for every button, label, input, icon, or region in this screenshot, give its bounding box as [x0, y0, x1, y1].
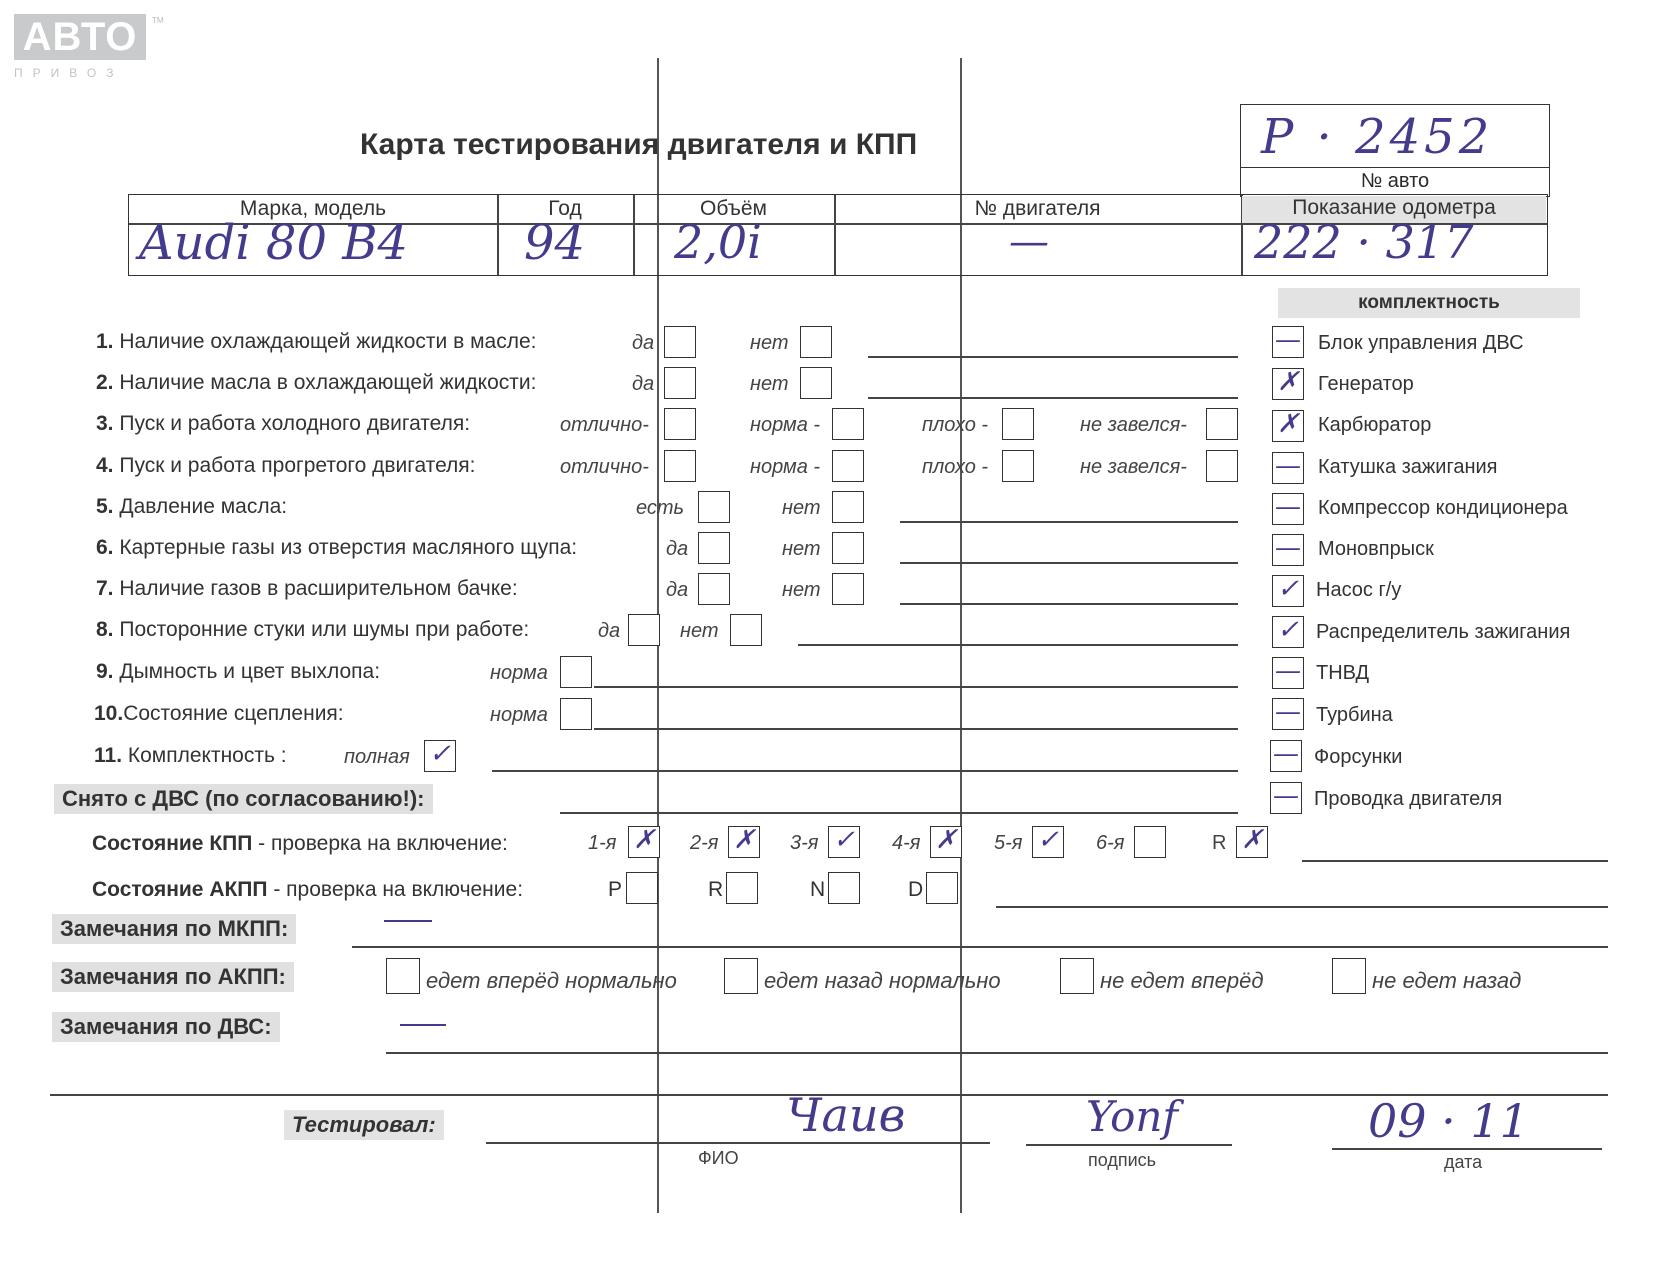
- logo-sub-text: ПРИВОЗ: [14, 66, 124, 80]
- q4-opt-normal-label: норма -: [750, 456, 821, 478]
- q7-comment-line: [900, 603, 1238, 605]
- engine-number-value: —: [1009, 219, 1049, 265]
- gear-4-checkbox[interactable]: ✗: [930, 826, 962, 858]
- q3-opt-nostart-label: не завелся-: [1080, 414, 1187, 436]
- component-turbine-label: Турбина: [1316, 704, 1393, 726]
- akpp-n-label: N: [810, 878, 826, 901]
- q1-comment-line: [868, 356, 1238, 358]
- akpp-no-backward-checkbox[interactable]: [1332, 958, 1366, 994]
- akpp-backward-ok-checkbox[interactable]: [724, 958, 758, 994]
- q3-excellent-checkbox[interactable]: [664, 408, 696, 440]
- header-table: [128, 194, 1548, 276]
- component-monoinjection-checkbox[interactable]: —: [1272, 534, 1304, 566]
- question-8: 8. Посторонние стуки или шумы при работе:: [96, 618, 530, 641]
- auto-number-label: № авто: [1360, 170, 1430, 192]
- q2-no-checkbox[interactable]: [800, 367, 832, 399]
- q7-opt-yes-label: да: [666, 579, 689, 601]
- akpp-no-forward-label: не едет вперёд: [1100, 968, 1264, 993]
- gear-6-label: 6-я: [1096, 832, 1125, 854]
- component-carburetor-label: Карбюратор: [1318, 414, 1432, 436]
- gear-2-checkbox[interactable]: ✗: [728, 826, 760, 858]
- gear-5-checkbox[interactable]: ✓: [1032, 826, 1064, 858]
- completeness-title-cell: [1278, 288, 1580, 318]
- component-ac-compressor-label: Компрессор кондиционера: [1318, 497, 1568, 519]
- q4-opt-nostart-label: не завелся-: [1080, 456, 1187, 478]
- q11-opt-full-label: полная: [344, 746, 410, 768]
- question-4: 4. Пуск и работа прогретого двигателя:: [96, 454, 476, 477]
- q7-opt-no-label: нет: [782, 579, 821, 601]
- component-distributor-label: Распределитель зажигания: [1316, 621, 1571, 643]
- question-5: 5. Давление масла:: [96, 495, 288, 518]
- odometer-value: 222 · 317: [1254, 215, 1474, 269]
- q8-comment-line: [798, 644, 1238, 646]
- volume-value: 2,0i: [674, 215, 762, 269]
- odometer-label: Показание одометра: [1242, 196, 1546, 223]
- akpp-backward-ok-label: едет назад нормально: [764, 968, 1001, 993]
- q4-opt-bad-label: плохо -: [922, 456, 989, 478]
- q6-opt-no-label: нет: [782, 538, 821, 560]
- q5-no-checkbox[interactable]: [832, 491, 864, 523]
- component-injection-pump-label: ТНВД: [1316, 662, 1370, 684]
- fio-line: [486, 1142, 990, 1144]
- q9-opt-normal-label: норма: [490, 662, 548, 684]
- akpp-p-label: P: [608, 878, 623, 901]
- fio-caption: ФИО: [698, 1148, 739, 1168]
- kpp-label: Состояние КПП - проверка на включение:: [92, 832, 508, 855]
- engine-dash-mark: [400, 1024, 446, 1026]
- akpp-n-checkbox[interactable]: [828, 872, 860, 904]
- component-generator-checkbox[interactable]: ✗: [1272, 368, 1304, 400]
- akpp-forward-ok-checkbox[interactable]: [386, 958, 420, 994]
- q2-yes-checkbox[interactable]: [664, 367, 696, 399]
- akpp-no-forward-checkbox[interactable]: [1060, 958, 1094, 994]
- q6-comment-line: [900, 562, 1238, 564]
- akpp-remarks-label: Замечания по АКПП:: [52, 962, 294, 992]
- q1-opt-yes-label: да: [632, 332, 655, 354]
- engine-remarks-line: [386, 1052, 1608, 1054]
- q6-yes-checkbox[interactable]: [698, 532, 730, 564]
- component-injectors-checkbox[interactable]: —: [1270, 740, 1302, 772]
- gear-r-checkbox[interactable]: ✗: [1236, 826, 1268, 858]
- removed-comment-line: [560, 812, 1238, 814]
- q3-bad-checkbox[interactable]: [1002, 408, 1034, 440]
- question-3: 3. Пуск и работа холодного двигателя:: [96, 412, 471, 435]
- component-ignition-coil-label: Катушка зажигания: [1318, 456, 1498, 478]
- removed-from-engine-label: Снято с ДВС (по согласованию!):: [54, 784, 433, 814]
- component-ac-compressor-checkbox[interactable]: —: [1272, 493, 1304, 525]
- model-value: Audi 80 B4: [139, 215, 409, 271]
- q6-no-checkbox[interactable]: [832, 532, 864, 564]
- engine-number-label: № двигателя: [974, 197, 1101, 220]
- q11-check-mark: ✓: [429, 739, 451, 769]
- q1-opt-no-label: нет: [750, 332, 789, 354]
- gear-1-checkbox[interactable]: ✗: [628, 826, 660, 858]
- question-6: 6. Картерные газы из отверстия масляного щупа:: [96, 536, 578, 559]
- question-10: 10.Состояние сцепления:: [94, 702, 344, 725]
- component-generator-label: Генератор: [1318, 373, 1414, 395]
- q10-normal-checkbox[interactable]: [560, 698, 592, 730]
- component-power-steering-pump-checkbox[interactable]: ✓: [1272, 575, 1304, 607]
- question-9: 9. Дымность и цвет выхлопа:: [96, 660, 381, 683]
- year-label: Год: [548, 197, 582, 220]
- auto-number-box: [1240, 104, 1550, 168]
- akpp-forward-ok-label: едет вперёд нормально: [426, 968, 677, 993]
- q1-no-checkbox[interactable]: [800, 326, 832, 358]
- q11-full-checkbox[interactable]: [424, 740, 456, 772]
- q4-opt-excellent-label: отлично-: [560, 456, 649, 478]
- q11-comment-line: [492, 770, 1238, 772]
- q3-opt-excellent-label: отлично-: [560, 414, 649, 436]
- gear-5-label: 5-я: [994, 832, 1023, 854]
- gear-1-label: 1-я: [588, 832, 617, 854]
- q7-no-checkbox[interactable]: [832, 573, 864, 605]
- question-1: 1. Наличие охлаждающей жидкости в масле:: [96, 330, 537, 353]
- q4-bad-checkbox[interactable]: [1002, 450, 1034, 482]
- akpp-no-backward-label: не едет назад: [1372, 968, 1522, 993]
- date-line: [1332, 1148, 1602, 1150]
- akpp-p-checkbox[interactable]: [626, 872, 658, 904]
- gear-4-label: 4-я: [892, 832, 921, 854]
- akpp-d-checkbox[interactable]: [926, 872, 958, 904]
- mkpp-remarks-label: Замечания по МКПП:: [52, 914, 296, 944]
- completeness-title: комплектность: [1358, 292, 1500, 313]
- component-turbine-checkbox[interactable]: —: [1272, 698, 1304, 730]
- q5-opt-yes-label: есть: [636, 497, 685, 519]
- component-carburetor-checkbox[interactable]: ✗: [1272, 410, 1304, 442]
- akpp-r-label: R: [708, 878, 724, 901]
- q9-comment-line: [594, 686, 1238, 688]
- q4-nostart-checkbox[interactable]: [1206, 450, 1238, 482]
- mkpp-remarks-line: [352, 946, 1608, 948]
- q8-no-checkbox[interactable]: [730, 614, 762, 646]
- question-11: 11. Комплектность :: [94, 744, 287, 767]
- q2-opt-yes-label: да: [632, 373, 655, 395]
- logo-trademark: TM: [152, 16, 164, 25]
- model-label: Марка, модель: [239, 197, 387, 220]
- fio-value: Чаив: [786, 1088, 906, 1142]
- component-monoinjection-label: Моновпрыск: [1318, 538, 1434, 560]
- q6-opt-yes-label: да: [666, 538, 689, 560]
- year-value: 94: [524, 215, 586, 271]
- q3-opt-bad-label: плохо -: [922, 414, 989, 436]
- q3-nostart-checkbox[interactable]: [1206, 408, 1238, 440]
- avtoprivoz-logo: [14, 14, 164, 80]
- q3-normal-checkbox[interactable]: [832, 408, 864, 440]
- signature-value: Yonf: [1086, 1092, 1178, 1141]
- engine-remarks-label: Замечания по ДВС:: [52, 1012, 280, 1042]
- auto-number-label-cell: [1240, 166, 1550, 197]
- gear-r-label: R: [1212, 832, 1227, 854]
- logo-main-text: АВТО: [14, 14, 146, 60]
- q2-comment-line: [868, 397, 1238, 399]
- q8-yes-checkbox[interactable]: [628, 614, 660, 646]
- date-value: 09 · 11: [1368, 1094, 1529, 1148]
- q5-yes-checkbox[interactable]: [698, 491, 730, 523]
- component-ecu-checkbox[interactable]: —: [1272, 326, 1304, 358]
- date-caption: дата: [1444, 1152, 1483, 1172]
- auto-number-value: P · 2452: [1261, 109, 1494, 165]
- component-injectors-label: Форсунки: [1314, 746, 1403, 768]
- gear-3-checkbox[interactable]: ✓: [828, 826, 860, 858]
- component-engine-wiring-label: Проводка двигателя: [1314, 788, 1503, 810]
- gear-6-checkbox[interactable]: [1134, 826, 1166, 858]
- component-ecu-label: Блок управления ДВС: [1318, 332, 1524, 354]
- component-engine-wiring-checkbox[interactable]: —: [1270, 782, 1302, 814]
- q10-opt-normal-label: норма: [490, 704, 548, 726]
- akpp-label: Состояние АКПП - проверка на включение:: [92, 878, 524, 901]
- q3-opt-normal-label: норма -: [750, 414, 821, 436]
- q8-opt-no-label: нет: [680, 620, 719, 642]
- mkpp-dash-mark: [384, 920, 432, 922]
- q8-opt-yes-label: да: [598, 620, 621, 642]
- q7-yes-checkbox[interactable]: [698, 573, 730, 605]
- q9-normal-checkbox[interactable]: [560, 656, 592, 688]
- q4-normal-checkbox[interactable]: [832, 450, 864, 482]
- gear-3-label: 3-я: [790, 832, 819, 854]
- signature-line: [1026, 1144, 1232, 1146]
- akpp-comment-line: [996, 906, 1608, 908]
- q2-opt-no-label: нет: [750, 373, 789, 395]
- q1-yes-checkbox[interactable]: [664, 326, 696, 358]
- q5-comment-line: [900, 521, 1238, 523]
- volume-label: Объём: [700, 197, 767, 220]
- q10-comment-line: [594, 728, 1238, 730]
- question-2: 2. Наличие масла в охлаждающей жидкости:: [96, 371, 537, 394]
- signature-caption: подпись: [1088, 1150, 1157, 1170]
- gear-2-label: 2-я: [690, 832, 719, 854]
- tested-by-label: Тестировал:: [284, 1110, 444, 1140]
- q4-excellent-checkbox[interactable]: [664, 450, 696, 482]
- component-injection-pump-checkbox[interactable]: —: [1272, 657, 1304, 689]
- kpp-comment-line: [1302, 860, 1608, 862]
- page-title: Карта тестирования двигателя и КПП: [360, 128, 918, 161]
- akpp-r-checkbox[interactable]: [726, 872, 758, 904]
- question-7: 7. Наличие газов в расширительном бачке:: [96, 577, 518, 600]
- component-ignition-coil-checkbox[interactable]: —: [1272, 452, 1304, 484]
- akpp-d-label: D: [908, 878, 924, 901]
- component-power-steering-pump-label: Насос г/у: [1316, 579, 1402, 601]
- q5-opt-no-label: нет: [782, 497, 821, 519]
- component-distributor-checkbox[interactable]: ✓: [1272, 616, 1304, 648]
